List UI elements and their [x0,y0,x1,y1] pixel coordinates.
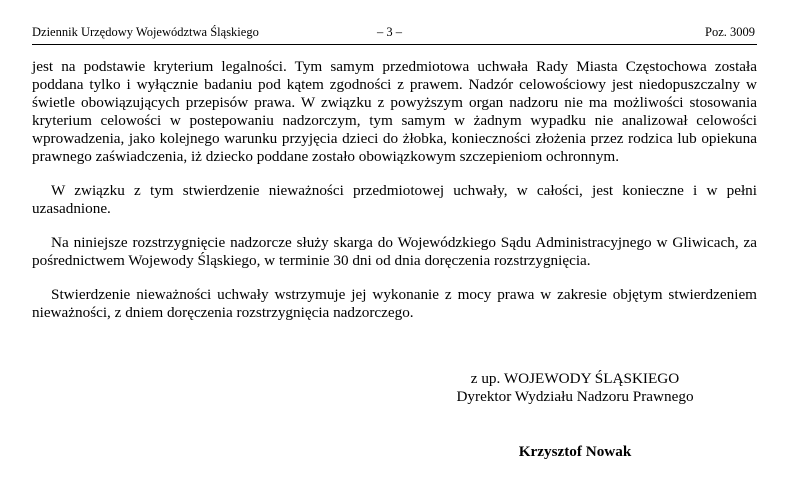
paragraph-conclusion: W związku z tym stwierdzenie nieważności przedmiotowej uchwały, w całości, jest konieczne i w pełni uzasadnione. [32,182,757,217]
paragraph-effect: Stwierdzenie nieważności uchwały wstrzymuje jej wykonanie z mocy prawa w zakresie objętym stwierdzeniem nieważności, z dniem doręczenia rozstrzygnięcia nadzorczego. [32,286,757,321]
position-number: Poz. 3009 [705,25,755,39]
page-header [32,24,757,45]
paragraph-continuation: jest na podstawie kryterium legalności. Tym samym przedmiotowa uchwała Rady Miasta Częstochowa została poddana tylko i wyłącznie badaniu pod kątem zgodności z prawem. Nadzór celowościowy jest niedopuszczalny w świetle obowiązujących przepisów prawa. W związku z powyższym organ nadzoru nie ma możliwości stosowania kryterium celowości w postepowaniu nadzorczym, tym samym w żadnym wypadku nie analizował celowości wprowadzenia, jako kolejnego warunku przyjęcia dzieci do żłobka, konieczności złożenia przez rodzica lub opiekuna prawnego zaświadczenia, iż dziecko poddane zostało obowiązkowym szczepieniom ochronnym. [32,58,757,165]
page-number: – 3 – [377,25,402,39]
signer-name: Krzysztof Nowak [518,443,632,460]
paragraph-appeal: Na niniejsze rozstrzygnięcie nadzorcze służy skarga do Wojewódzkiego Sądu Administracyjnego w Gliwicach, za pośrednictwem Wojewody Śląskiego, w terminie 30 dni od dnia doręczenia rozstrzygnięcia. [32,234,757,269]
signature-authority: z up. WOJEWODY ŚLĄSKIEGO [470,370,680,387]
signature-title: Dyrektor Wydziału Nadzoru Prawnego [456,388,694,405]
document-body [32,58,757,338]
signature-block [420,370,730,406]
journal-title: Dziennik Urzędowy Województwa Śląskiego [32,25,259,39]
